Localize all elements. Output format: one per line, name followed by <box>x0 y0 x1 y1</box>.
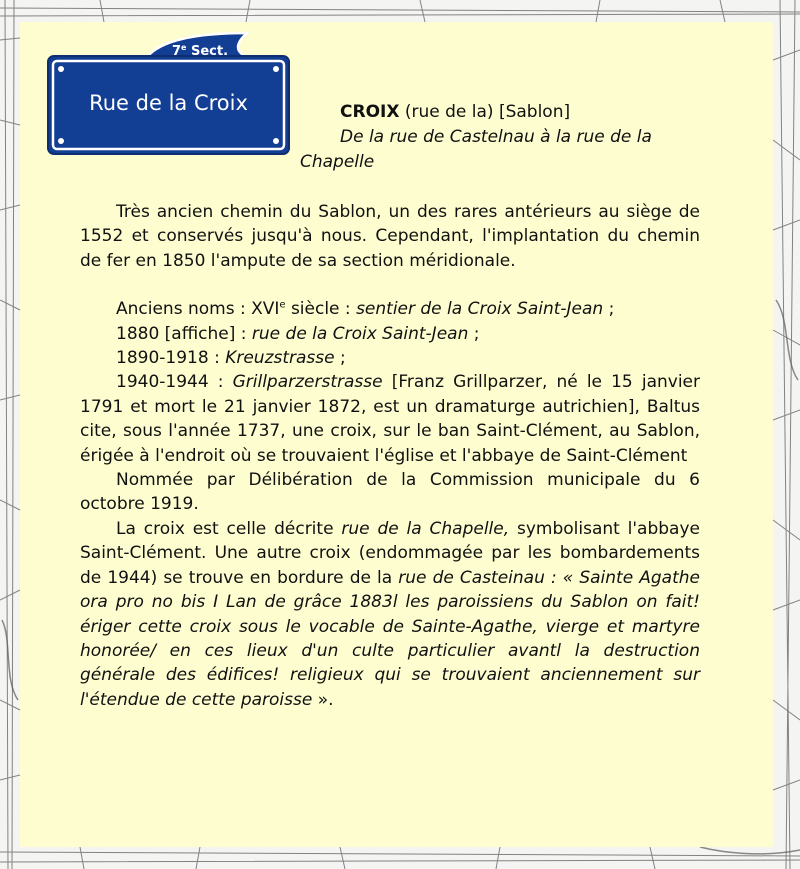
entry-heading <box>300 100 720 175</box>
history-paragraph: Très ancien chemin du Sablon, un des rares antérieurs au siège de 1552 et conservés jusqu'à nous. Cependant, l'implantation du chemin de fer en 1850 l'ampute de sa section méridionale. <box>80 202 700 271</box>
plaque-section-label: 7e Sect. <box>171 43 229 59</box>
former-name-2: 1880 [affiche] : rue de la Croix Saint-Jean ; <box>116 323 480 344</box>
former-name-3: 1890-1918 : Kreuzstrasse ; <box>116 348 346 369</box>
naming-paragraph: Nommée par Délibération de la Commission municipale du 6 octobre 1919. <box>80 470 700 515</box>
cross-paragraph: La croix est celle décrite rue de la Chapelle, symbolisant l'abbaye Saint-Clément. Une autre croix (endommagée par les bombardements de 1944) se trouve en bordure de la rue de Casteinau : « Sainte Agathe ora pro no bis I Lan de grâce 1883l les paroissiens du Sablon on fait! ériger cette croix sous le vocable de Sainte-Agathe, vierge et martyre honorée/ en ces lieux d'un culte particulier avantl la destruction générale des édifices! religieux qui se trouvaient anciennement sur l'étendue de cette paroisse ». <box>80 518 700 710</box>
entry-name: CROIX <box>340 102 400 122</box>
former-name-1: Anciens noms : XVIe siècle : sentier de la Croix Saint-Jean ; <box>116 299 615 320</box>
entry-route: De la rue de Castelnau à la rue de la Chapelle <box>300 127 652 172</box>
plaque-street-name: Rue de la Croix <box>89 91 248 115</box>
former-name-4: 1940-1944 : Grillparzerstrasse [Franz Grillparzer, né le 15 janvier 1791 et mort le 21 janvier 1872, est un dramaturge autrichien], Baltus cite, sous l'année 1737, une croix, sur le ban Saint-Clément, au Sablon, érigée à l'endroit où se trouvaient l'église et l'abbaye de Saint-Clément <box>80 372 700 466</box>
entry-district: [Sablon] <box>498 102 571 122</box>
entry-body <box>80 200 700 712</box>
entry-qualifier: (rue de la) <box>404 102 494 122</box>
